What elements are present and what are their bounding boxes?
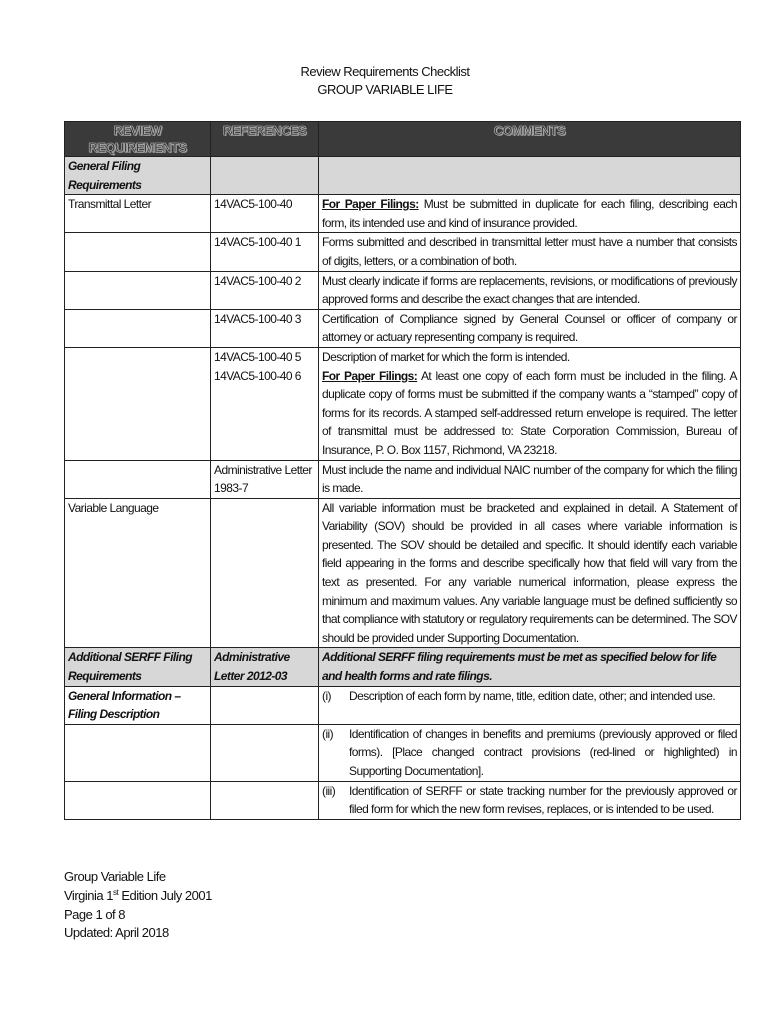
reference-cell: 14VAC5-100-40 5 14VAC5-100-40 6 — [211, 347, 319, 460]
table-row — [65, 648, 741, 686]
comment-cell: Must clearly indicate if forms are replacements, revisions, or modifications of previously approved forms and describe the exact changes that are intended. — [319, 271, 741, 309]
reference-cell: 14VAC5-100-40 1 — [211, 233, 319, 271]
footer-doc-name: Group Variable Life — [64, 869, 166, 884]
paper-filings-label: For Paper Filings: — [322, 368, 418, 383]
requirement-transmittal-letter: Transmittal Letter — [65, 195, 211, 233]
reference-cell — [211, 498, 319, 648]
comment-cell: All variable information must be bracketed and explained in detail. A Statement of Variability (SOV) should be provided in all cases where variable information is presented. The SOV should be detailed and specific. It should identify each variable field appearing in the forms and describe specifically how that field will vary from the text as presented. For any variable numerical information, please express the minimum and maximum values. Any variable language must be defined sufficiently so that compliance with statutory or regulatory requirements can be determined. The SOV should be provided under Supporting Documentation. — [319, 498, 741, 648]
table-row — [65, 781, 741, 819]
comment-cell: Description of market for which the form is intended. For Paper Filings: At least one copy of each form must be included in the filing. A duplicate copy of forms must be submitted if the company wants a “stamped” copy of forms for its records. A stamped self-addressed return envelope is required. The letter of transmittal must be addressed to: State Corporation Commission, Bureau of Insurance, P. O. Box 1157, Richmond, VA 23218. — [319, 347, 741, 460]
table-row — [65, 233, 741, 271]
table-header-row — [65, 122, 741, 157]
comment-cell: Must include the name and individual NAIC number of the company for which the filing is made. — [319, 460, 741, 498]
table-row — [65, 686, 741, 724]
document-title-block — [0, 63, 770, 99]
footer-page-number: Page 1 of 8 — [64, 906, 125, 922]
table-row — [65, 347, 741, 460]
comment-cell — [319, 724, 741, 781]
table-row — [65, 309, 741, 347]
comment-cell: Certification of Compliance signed by General Counsel or officer of company or attorney or actuary representing company is required. — [319, 309, 741, 347]
reference-cell: 14VAC5-100-40 — [211, 195, 319, 233]
table-row — [65, 271, 741, 309]
table-row — [65, 498, 741, 648]
reference-cell: 14VAC5-100-40 2 — [211, 271, 319, 309]
reference-cell: Administrative Letter 1983-7 — [211, 460, 319, 498]
document-title: Review Requirements Checklist — [300, 64, 470, 79]
reference-cell: 14VAC5-100-40 3 — [211, 309, 319, 347]
requirement-general-information: General Information – Filing Description — [65, 686, 211, 724]
section-row-general — [65, 157, 741, 195]
list-item: (ii) Identification of changes in benefits and premiums (previously approved or filed forms). [Place changed contract provisions (red-lined or highlighted) in Supporting Documentation]. — [322, 726, 737, 778]
footer-updated: Updated: April 2018 — [64, 925, 169, 941]
table-row — [65, 724, 741, 781]
reference-cell: Administrative Letter 2012-03 — [211, 648, 319, 686]
comment-cell: Forms submitted and described in transmittal letter must have a number that consists of digits, letters, or a combination of both. — [319, 233, 741, 271]
table-row — [65, 195, 741, 233]
list-item: (iii) Identification of SERFF or state tracking number for the previously approved or filed form for which the new form revises, replaces, or is intended to be used. — [322, 783, 737, 817]
document-subtitle: GROUP VARIABLE LIFE — [317, 82, 453, 97]
list-item: (i) Description of each form by name, title, edition date, other; and intended use. — [322, 688, 716, 703]
comment-cell: For Paper Filings: Must be submitted in duplicate for each filing, describing each form, its intended use and kind of insurance provided. — [319, 195, 741, 233]
requirement-additional-serff: Additional SERFF Filing Requirements — [65, 648, 211, 686]
section-general-filing-requirements: General Filing Requirements — [65, 157, 211, 195]
comment-cell — [319, 686, 741, 724]
header-review-requirements: REVIEW REQUIREMENTS — [65, 122, 211, 157]
page-footer — [64, 868, 212, 943]
footer-edition: Virginia 1st Edition July 2001 — [64, 887, 212, 903]
header-references: REFERENCES — [211, 122, 319, 157]
requirement-variable-language: Variable Language — [65, 498, 211, 648]
table-row — [65, 460, 741, 498]
comment-cell — [319, 781, 741, 819]
comment-cell: Additional SERFF filing requirements must be met as specified below for life and health forms and rate filings. — [319, 648, 741, 686]
paper-filings-label: For Paper Filings: — [322, 197, 419, 212]
header-comments: COMMENTS — [319, 122, 741, 157]
review-requirements-table — [64, 121, 741, 820]
